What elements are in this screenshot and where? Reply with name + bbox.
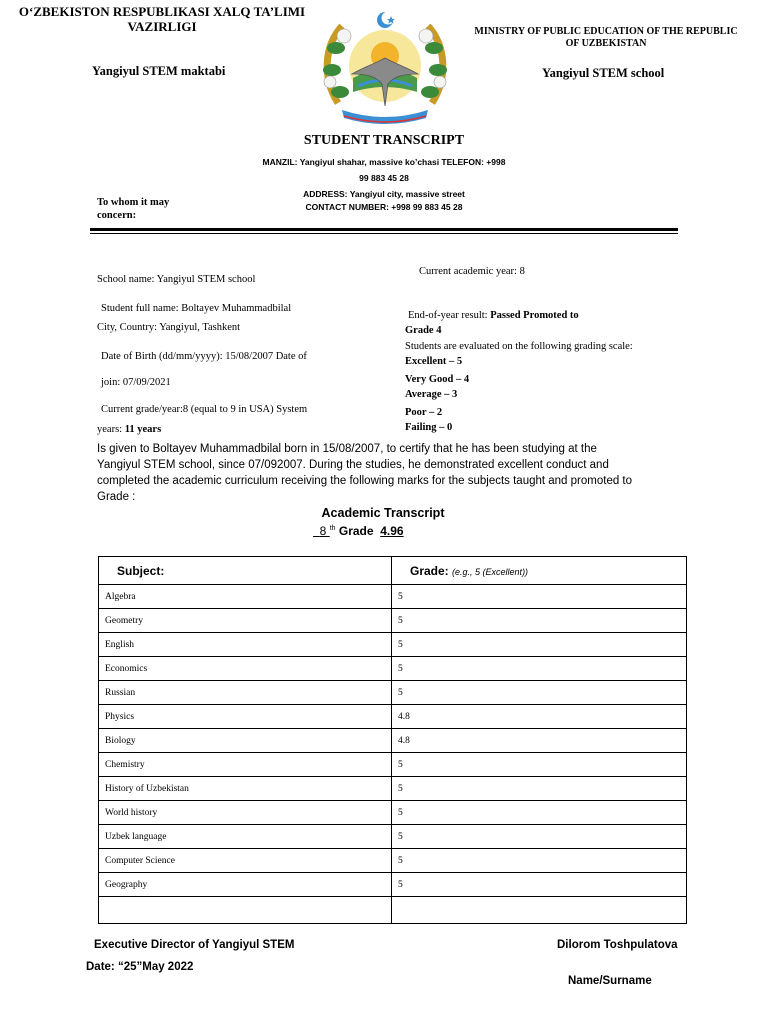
subject-cell: Geometry [99, 609, 392, 633]
scale-very-good: Very Good – 4 [405, 374, 470, 385]
result-value: Passed Promoted to [490, 310, 579, 321]
subject-cell: English [99, 633, 392, 657]
date-of-birth: Date of Birth (dd/mm/yyyy): 15/08/2007 Date of [101, 351, 307, 362]
to-whom-line2: concern: [97, 210, 137, 221]
header-right-title [470, 26, 742, 50]
table-row [99, 753, 687, 777]
subject-cell [99, 897, 392, 924]
grade-header-label: Grade: [410, 563, 449, 578]
table-row [99, 873, 687, 897]
grade-cell: 5 [392, 801, 687, 825]
table-row [99, 585, 687, 609]
end-of-year-result [408, 310, 579, 321]
grade-cell: 5 [392, 633, 687, 657]
years-value: 11 years [124, 424, 162, 435]
grade-cell: 5 [392, 873, 687, 897]
signature-date: Date: “25”May 2022 [86, 961, 194, 973]
grade-cell: 5 [392, 681, 687, 705]
paragraph-line: completed the academic curriculum receiving the following marks for the subjects taught and promoted to [97, 475, 633, 487]
scale-excellent: Excellent – 5 [405, 356, 463, 367]
subject-cell: Russian [99, 681, 392, 705]
table-row [99, 825, 687, 849]
subject-cell: Chemistry [99, 753, 392, 777]
left-school-name: Yangiyul STEM maktabi [92, 64, 226, 78]
name-surname-label: Name/Surname [568, 975, 652, 987]
state-emblem [318, 8, 452, 128]
paragraph-line: Is given to Boltayev Muhammadbilal born in 15/08/2007, to certify that he has been studying at the [97, 443, 597, 455]
academic-year: Current academic year: 8 [419, 266, 525, 277]
to-whom-it-may-concern [97, 196, 169, 222]
table-row [99, 849, 687, 873]
subject-cell: Geography [99, 873, 392, 897]
table-row [99, 897, 687, 924]
subject-cell: Physics [99, 705, 392, 729]
header-left-title [12, 4, 312, 34]
table-row [99, 777, 687, 801]
state-emblem-icon [318, 8, 452, 128]
marks-table [98, 556, 687, 924]
grade-cell: 5 [392, 777, 687, 801]
subject-cell: Economics [99, 657, 392, 681]
transcript-gpa: 4.96 [380, 524, 404, 538]
right-title-line1: MINISTRY OF PUBLIC EDUCATION OF THE REPUBLIC [474, 26, 738, 37]
school-name: School name: Yangiyul STEM school [97, 274, 256, 285]
subject-column-header [99, 557, 392, 585]
grade-column-header [392, 557, 687, 585]
transcript-grade-word: Grade [335, 524, 381, 538]
table-row [99, 801, 687, 825]
grade-cell: 5 [392, 657, 687, 681]
grade-header-hint: (e.g., 5 (Excellent)) [452, 566, 529, 577]
scale-average: Average – 3 [405, 389, 458, 400]
table-row [99, 729, 687, 753]
grade-cell: 4.8 [392, 705, 687, 729]
certification-paragraph [97, 441, 677, 505]
manzil-phone: 99 883 45 28 [359, 173, 409, 183]
join-date: join: 07/09/2021 [101, 377, 171, 388]
left-title-line2: VAZIRLIGI [127, 19, 197, 34]
subject-cell: History of Uzbekistan [99, 777, 392, 801]
contact-block [200, 154, 568, 215]
grade-cell: 5 [392, 825, 687, 849]
grade-cell: 5 [392, 849, 687, 873]
subject-cell: Algebra [99, 585, 392, 609]
contact-line: CONTACT NUMBER: +998 99 883 45 28 [305, 202, 463, 212]
subject-cell: Biology [99, 729, 392, 753]
transcript-grade-number: 8 [319, 524, 327, 538]
right-school-name: Yangiyul STEM school [542, 66, 665, 80]
transcript-grade-sup: th [329, 525, 336, 532]
subject-cell: World history [99, 801, 392, 825]
scale-poor: Poor – 2 [405, 407, 443, 418]
grade-cell: 5 [392, 609, 687, 633]
table-row [99, 681, 687, 705]
address-line: ADDRESS: Yangiyul city, massive street [303, 189, 465, 199]
subject-header-label: Subject: [117, 563, 165, 578]
grade-cell: 4.8 [392, 729, 687, 753]
table-row [99, 657, 687, 681]
right-title-line2: OF UZBEKISTAN [565, 38, 647, 49]
document-title: STUDENT TRANSCRIPT [303, 133, 465, 148]
result-grade: Grade 4 [405, 325, 442, 336]
years-label: years: [97, 424, 125, 435]
director-title: Executive Director of Yangiyul STEM [94, 939, 295, 951]
grade-cell: 5 [392, 585, 687, 609]
signer-name: Dilorom Toshpulatova [557, 939, 678, 951]
academic-transcript-title: Academic Transcript [321, 506, 445, 520]
scale-failing: Failing – 0 [405, 422, 453, 433]
paragraph-line: Grade : [97, 491, 136, 503]
to-whom-line1: To whom it may [97, 197, 170, 208]
system-years [97, 424, 161, 435]
header-rule-thin [90, 233, 678, 234]
subject-cell: Uzbek language [99, 825, 392, 849]
result-label: End-of-year result: [408, 310, 491, 321]
table-row [99, 705, 687, 729]
left-title-line1: O‘ZBEKISTON RESPUBLIKASI XALQ TA’LIMI [18, 4, 306, 19]
transcript-grade-line [313, 524, 456, 538]
current-grade: Current grade/year:8 (equal to 9 in USA) System [101, 404, 308, 415]
grade-cell [392, 897, 687, 924]
subject-cell: Computer Science [99, 849, 392, 873]
grading-scale-intro: Students are evaluated on the following grading scale: [405, 341, 633, 352]
paragraph-line: Yangiyul STEM school, since 07/092007. During the studies, he demonstrated excellent conduct and [97, 459, 609, 471]
student-full-name: Student full name: Boltayev Muhammadbilal [101, 303, 292, 314]
table-row [99, 633, 687, 657]
manzil-line: MANZIL: Yangiyul shahar, massive ko’chasi TELEFON: +998 [262, 157, 506, 167]
table-row [99, 609, 687, 633]
city-country: City, Country: Yangiyul, Tashkent [97, 322, 241, 333]
table-header-row [99, 557, 687, 585]
grade-cell: 5 [392, 753, 687, 777]
header-rule-thick [90, 228, 678, 231]
